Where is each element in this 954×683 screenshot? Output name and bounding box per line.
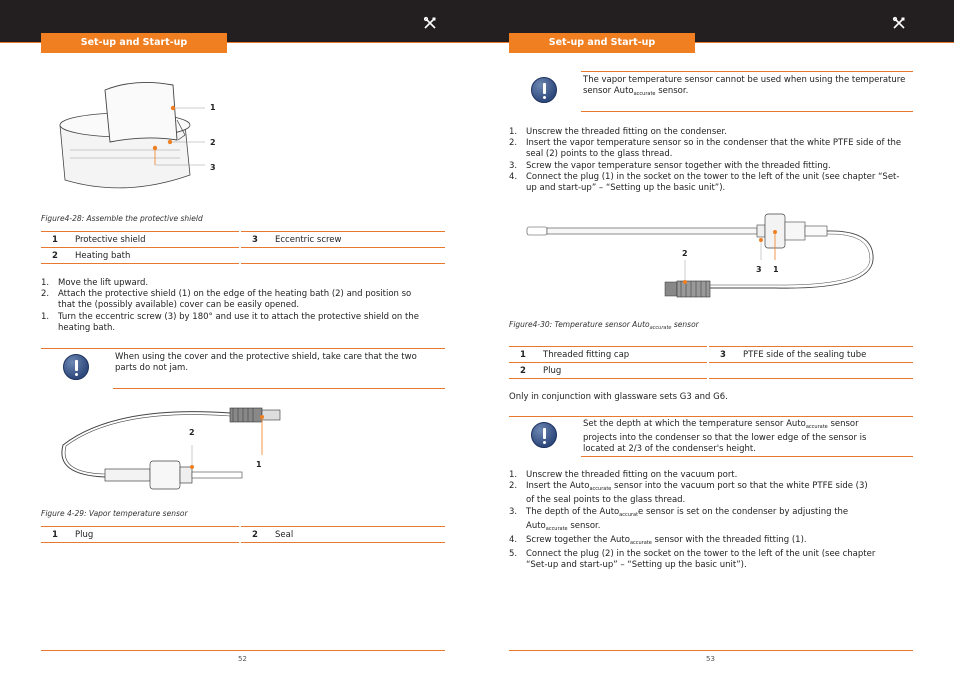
- list-item: 2. Insert the Auto$_{accurate}$ sensor into the vacuum port so that the white PTFE side (3) of the seal points to the glass thread.: [509, 481, 868, 506]
- page-number: 53: [706, 655, 715, 663]
- legend-table: [41, 526, 445, 543]
- legend-table: [41, 231, 445, 264]
- callout-2: 2: [189, 428, 195, 437]
- figure-temperature-sensor: [525, 210, 885, 310]
- figure-vapor-sensor: [55, 405, 295, 505]
- list-item: 1. Unscrew the threaded fitting on the condenser.: [509, 127, 727, 137]
- callout-3: 3: [756, 265, 762, 274]
- list-item: 2. Attach the protective shield (1) on the edge of the heating bath (2) and position so that the (possibly available) cover can be easily opened.: [41, 289, 412, 311]
- table-row: 1 Plug 2 Seal: [41, 527, 445, 543]
- section-tab-right: Set-up and Start-up: [509, 33, 695, 53]
- glassware-note: Only in conjunction with glassware sets G3 and G6.: [509, 392, 728, 402]
- exclamation-icon: [531, 77, 557, 103]
- table-row: 2 Plug: [509, 363, 913, 379]
- note-box: The vapor temperature sensor cannot be used when using the temperature sensor Auto$_{accurate}$ sensor.: [509, 71, 913, 113]
- exclamation-icon: [531, 422, 557, 448]
- exclamation-icon: [63, 354, 89, 380]
- list-item: 5. Connect the plug (2) in the socket on the tower to the left of the unit (see chapter “Set-up and start-up” – “Setting up the basic unit”).: [509, 549, 876, 571]
- page-number: 52: [238, 655, 247, 663]
- legend-table: [509, 346, 913, 379]
- table-row: 1 Threaded fitting cap 3 PTFE side of the sealing tube: [509, 347, 913, 363]
- callout-1: 1: [773, 265, 779, 274]
- list-item: 1. Unscrew the threaded fitting on the vacuum port.: [509, 470, 738, 480]
- table-row: 2 Heating bath: [41, 248, 445, 264]
- callout-2: 2: [682, 249, 688, 258]
- steps-list: [41, 278, 431, 334]
- tools-icon: [893, 17, 905, 29]
- footer-rule: [41, 650, 445, 651]
- steps-list: [509, 127, 909, 194]
- figure-protective-shield: [55, 80, 230, 200]
- list-item: 3. The depth of the Auto$_{accurat}$e sensor is set on the condenser by adjusting the Auto$_{accurate}$ sensor.: [509, 506, 849, 532]
- callout-1: 1: [210, 103, 216, 112]
- list-item: 2. Insert the vapor temperature sensor so in the condenser that the white PTFE side of the seal (2) points to the glass thread.: [509, 138, 902, 160]
- section-tab-left: Set-up and Start-up: [41, 33, 227, 53]
- list-item: 4. Screw together the Auto$_{accurate}$ sensor with the threaded fitting (1).: [509, 535, 807, 547]
- list-item: 1. Move the lift upward.: [41, 278, 149, 288]
- note-box: Set the depth at which the temperature sensor Auto$_{accurate}$ sensor projects into the condenser so that the lower edge of the sensor is located at 2/3 of the condenser's height.: [509, 416, 913, 458]
- table-row: 1 Protective shield 3 Eccentric screw: [41, 232, 445, 248]
- callout-3: 3: [210, 163, 216, 172]
- list-item: 4. Connect the plug (1) in the socket on the tower to the left of the unit (see chapter “Set-up and start-up” – “Setting up the basic unit”).: [509, 171, 900, 194]
- steps-list: [509, 470, 909, 572]
- list-item: 3. Screw the vapor temperature sensor together with the threaded fitting.: [509, 160, 831, 171]
- callout-1: 1: [256, 460, 262, 469]
- figure-caption: Figure4-30: Temperature sensor Auto$_{accurate}$ sensor: [509, 320, 699, 331]
- note-box: When using the cover and the protective shield, take care that the two parts do not jam.: [41, 348, 445, 390]
- list-item: 1. Turn the eccentric screw (3) by 180° and use it to attach the protective shield on the heating bath.: [41, 311, 419, 333]
- tools-icon: [424, 17, 436, 29]
- callout-2: 2: [210, 138, 216, 147]
- footer-rule: [509, 650, 913, 651]
- figure-caption: Figure4-28: Assemble the protective shield: [41, 214, 203, 223]
- figure-caption: Figure 4-29: Vapor temperature sensor: [41, 509, 188, 518]
